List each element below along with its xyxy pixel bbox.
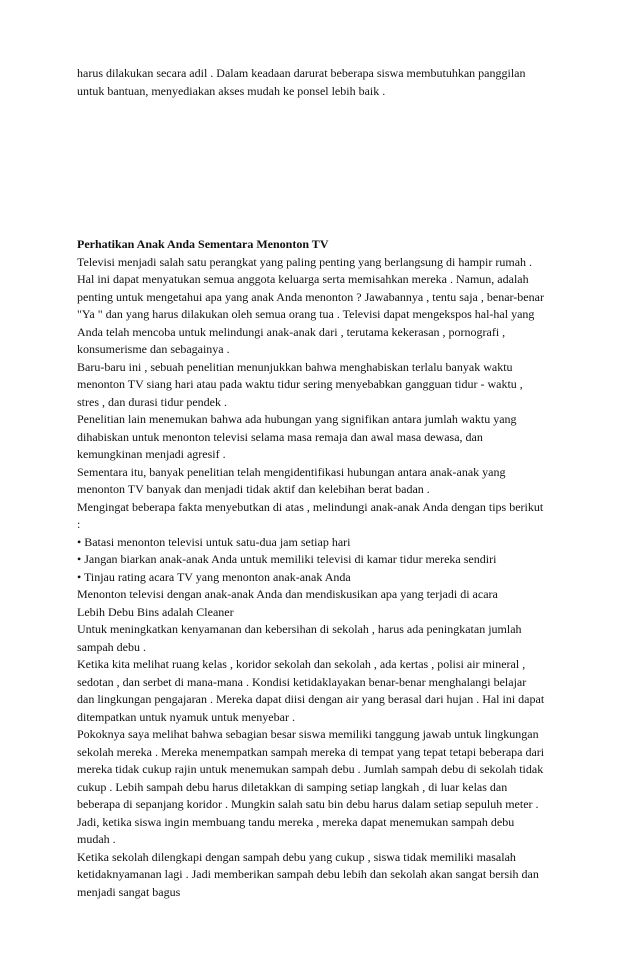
text-line: Pokoknya saya melihat bahwa sebagian besar siswa memiliki tanggung jawab untuk lingkungan (77, 727, 539, 741)
text-line: Untuk meningkatkan kenyamanan dan kebersihan di sekolah , harus ada peningkatan jumlah (77, 622, 522, 636)
text-line: menonton TV siang hari atau pada waktu tidur sering menyebabkan gangguan tidur - waktu , (77, 377, 523, 391)
text-line: sedotan , dan serbet di mana-mana . Kondisi ketidaklayakan benar-benar menghalangi belajar (77, 674, 527, 689)
bullet-item: • Tinjau rating acara TV yang menonton anak-anak Anda (77, 569, 351, 584)
article-heading: Perhatikan Anak Anda Sementara Menonton TV (77, 237, 329, 251)
text-line: mereka tidak cukup rajin untuk menemukan sampah debu . Jumlah sampah debu di sekolah tidak (77, 762, 544, 776)
text-line: stres , dan durasi tidur pendek . (77, 394, 227, 409)
text-line: sampah debu . (77, 639, 146, 654)
subheading-line: Lebih Debu Bins adalah Cleaner (77, 604, 234, 619)
text-line: ketidaknyamanan lagi . Jadi memberikan sampah debu lebih dan sekolah akan sangat bersih dan (77, 867, 539, 881)
text-line: Penelitian lain menemukan bahwa ada hubungan yang signifikan antara jumlah waktu yang (77, 412, 517, 426)
text-line: Ketika sekolah dilengkapi dengan sampah debu yang cukup , siswa tidak memiliki masalah (77, 849, 516, 864)
text-line: konsumerisme dan sebagainya . (77, 342, 230, 356)
text-line: Sementara itu, banyak penelitian telah mengidentifikasi hubungan antara anak-anak yang (77, 464, 506, 479)
text-line: "Ya " dan yang harus dilakukan oleh semua orang tua . Televisi dapat mengekspos hal-hal yang (77, 307, 535, 321)
text-line: penting untuk mengetahui apa yang anak Anda menonton ? Jawabannya , tentu saja , benar-benar (77, 289, 544, 304)
intro-paragraph (77, 65, 577, 100)
text-line: kemungkinan menjadi agresif . (77, 447, 226, 461)
text-line: sekolah mereka . Mereka menempatkan sampah mereka di tempat yang tepat tetapi beberapa dari (77, 744, 545, 759)
text-line: Mengingat beberapa fakta menyebutkan di atas , melindungi anak-anak Anda dengan tips berikut (77, 499, 544, 514)
text-line: beberapa di sepanjang koridor . Mungkin salah satu bin debu harus dalam setiap sepuluh meter . (77, 797, 539, 811)
text-line: cukup . Lebih sampah debu harus diletakkan di samping setiap langkah , di luar kelas dan (77, 779, 508, 794)
text-line: Menonton televisi dengan anak-anak Anda dan mendiskusikan apa yang terjadi di acara (77, 587, 498, 601)
text-line: menjadi sangat bagus (77, 884, 181, 899)
text-line: dan lingkungan pengajaran . Mereka dapat diisi dengan air yang berasal dari hujan . Hal ini dapat (77, 692, 545, 706)
text-line: mudah . (77, 832, 116, 846)
text-line: untuk bantuan, menyediakan akses mudah ke ponsel lebih baik . (77, 83, 386, 98)
text-line: Anda telah mencoba untuk melindungi anak-anak dari , terutama kekerasan , pornografi , (77, 324, 506, 339)
text-line: harus dilakukan secara adil . Dalam keadaan darurat beberapa siswa membutuhkan panggilan (77, 66, 526, 80)
text-line: Televisi menjadi salah satu perangkat yang paling penting yang berlangsung di hampir rumah . (77, 254, 533, 269)
bullet-item: • Jangan biarkan anak-anak Anda untuk memiliki televisi di kamar tidur mereka sendiri (77, 552, 497, 566)
text-line: Jadi, ketika siswa ingin membuang tandu mereka , mereka dapat menemukan sampah debu (77, 814, 515, 829)
text-line: Baru-baru ini , sebuah penelitian menunjukkan bahwa menghabiskan terlalu banyak waktu (77, 359, 513, 374)
text-line: ditempatkan untuk nyamuk untuk menyebar . (77, 709, 295, 724)
text-line: menonton TV banyak dan menjadi tidak aktif dan kelebihan berat badan . (77, 482, 430, 496)
text-line: Hal ini dapat menyatukan semua anggota keluarga serta memisahkan mereka . Namun, adalah (77, 272, 529, 286)
text-line: Ketika kita melihat ruang kelas , koridor sekolah dan sekolah , ada kertas , polisi air mineral , (77, 657, 526, 671)
article-section (77, 236, 577, 901)
text-line: : (77, 517, 81, 531)
bullet-item: • Batasi menonton televisi untuk satu-dua jam setiap hari (77, 534, 351, 549)
text-line: dihabiskan untuk menonton televisi selama masa remaja dan awal masa dewasa, dan (77, 429, 483, 444)
